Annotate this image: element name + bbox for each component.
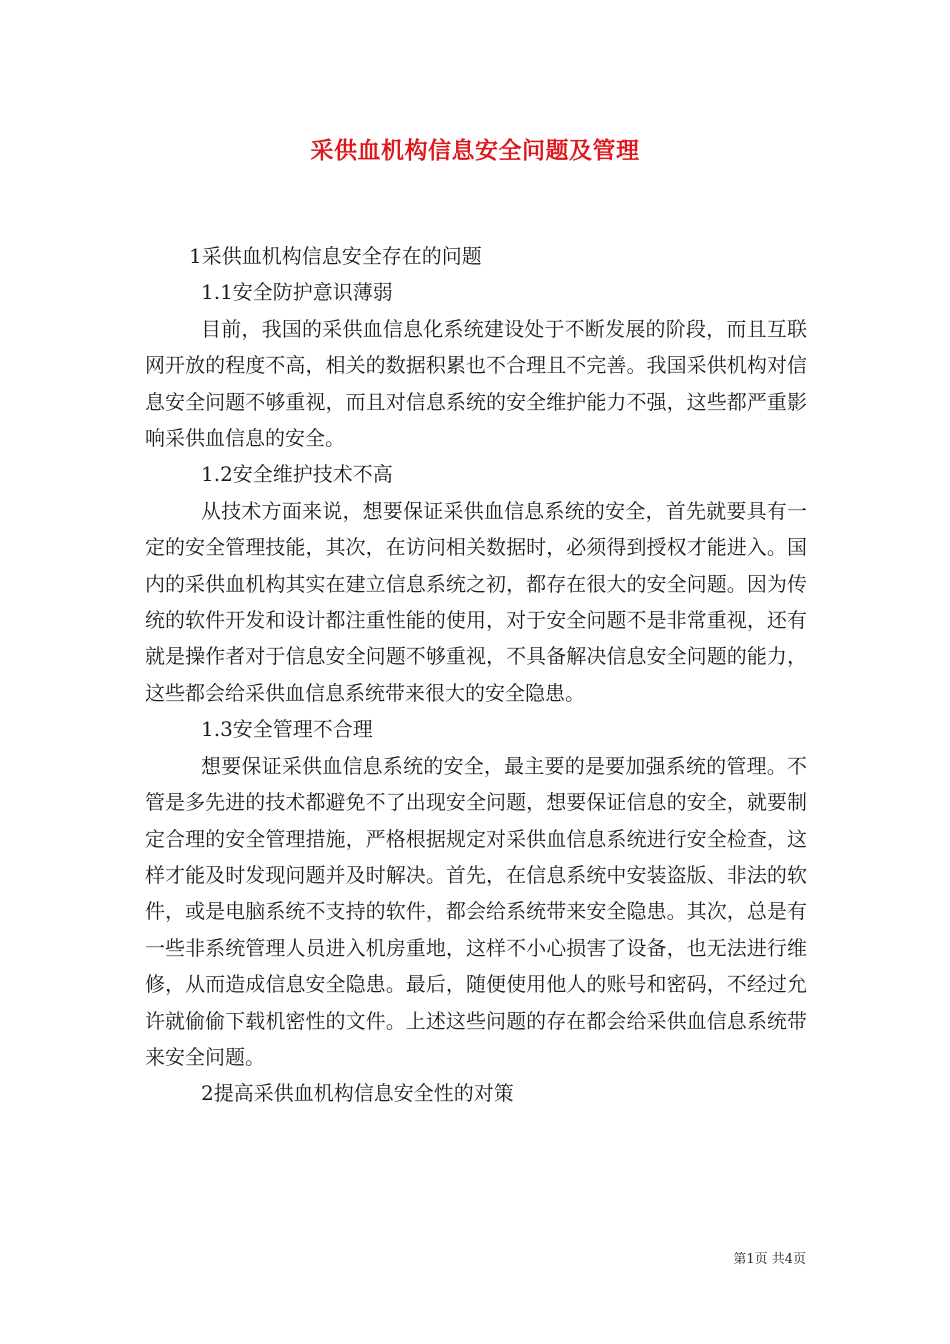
paragraph: 目前，我国的采供血信息化系统建设处于不断发展的阶段，而且互联网开放的程度不高，相关的数据积累也不合理且不完善。我国采供机构对信息安全问题不够重视，而且对信息系统的安全维护能力不强，这些都严重影响采供血信息的安全。 xyxy=(145,316,807,451)
document-body xyxy=(145,238,807,1112)
section-heading: 2提高采供血机构信息安全性的对策 xyxy=(201,1081,514,1106)
subsection-heading: 1.3安全管理不合理 xyxy=(201,717,373,742)
page-number: 第1页 共4页 xyxy=(733,1252,806,1267)
paragraph: 从技术方面来说，想要保证采供血信息系统的安全，首先就要具有一定的安全管理技能，其次，在访问相关数据时，必须得到授权才能进入。国内的采供血机构其实在建立信息系统之初，都存在很大的安全问题。因为传统的软件开发和设计都注重性能的使用，对于安全问题不是非常重视，还有就是操作者对于信息安全问题不够重视，不具备解决信息安全问题的能力，这些都会给采供血信息系统带来很大的安全隐患。 xyxy=(145,498,807,705)
paragraph: 想要保证采供血信息系统的安全，最主要的是要加强系统的管理。不管是多先进的技术都避免不了出现安全问题，想要保证信息的安全，就要制定合理的安全管理措施，严格根据规定对采供血信息系统进行安全检查，这样才能及时发现问题并及时解决。首先，在信息系统中安装盗版、非法的软件，或是电脑系统不支持的软件，都会给系统带来安全隐患。其次，总是有一些非系统管理人员进入机房重地，这样不小心损害了设备，也无法进行维修，从而造成信息安全隐患。最后，随便使用他人的账号和密码，不经过允许就偷偷下载机密性的文件。上述这些问题的存在都会给采供血信息系统带来安全问题。 xyxy=(145,753,807,1069)
subsection-heading: 1.2安全维护技术不高 xyxy=(201,462,393,487)
section-heading: 1采供血机构信息安全存在的问题 xyxy=(189,244,482,268)
subsection-heading: 1.1安全防护意识薄弱 xyxy=(201,280,393,305)
document-title: 采供血机构信息安全问题及管理 xyxy=(310,137,640,164)
